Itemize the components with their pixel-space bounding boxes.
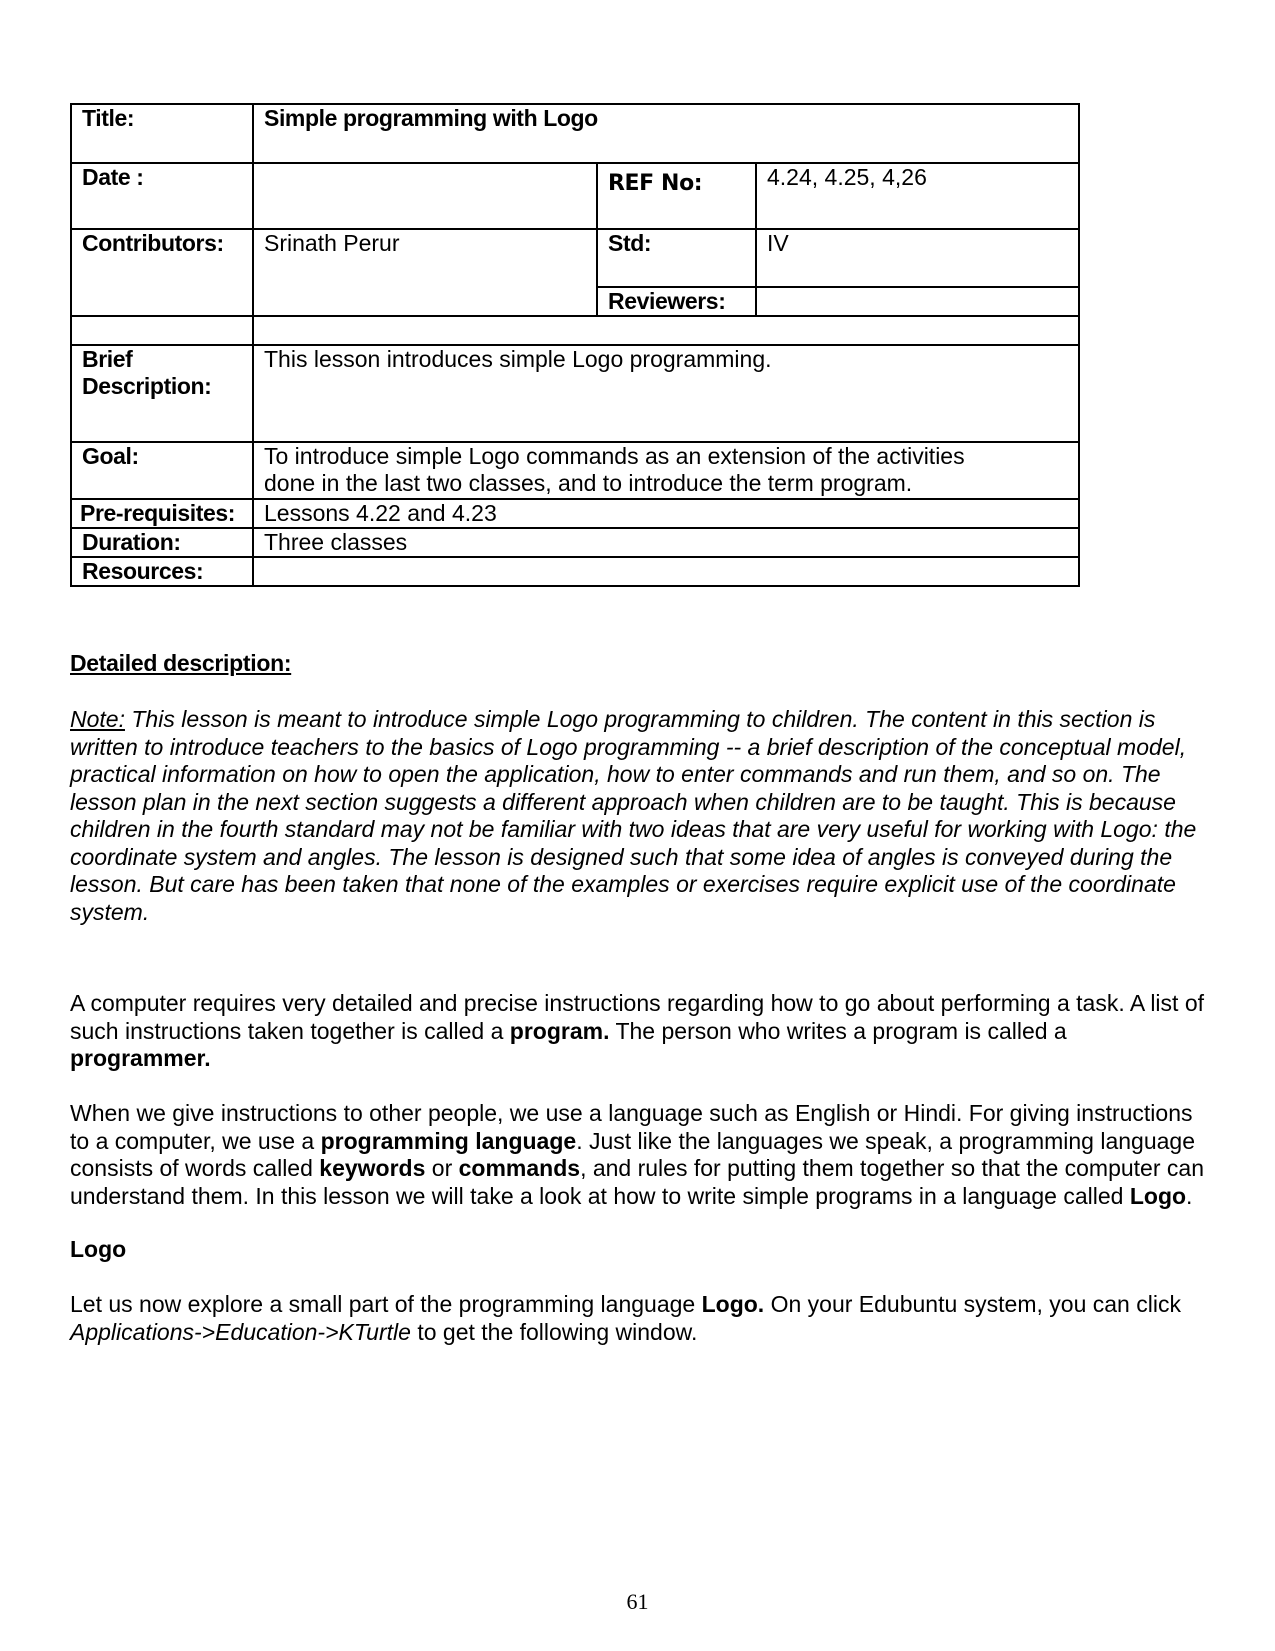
program-paragraph bbox=[70, 990, 1210, 1073]
teacher-note bbox=[70, 706, 1200, 926]
row-date bbox=[71, 163, 1079, 229]
row-title bbox=[71, 104, 1079, 163]
ref-value: 4.24, 4.25, 4,26 bbox=[756, 163, 1079, 229]
logo-heading: Logo bbox=[70, 1236, 127, 1262]
kturtle-paragraph bbox=[70, 1291, 1210, 1346]
contributors-label: Contributors: bbox=[71, 229, 253, 316]
term-commands: commands bbox=[458, 1155, 581, 1181]
goal-value-line2: done in the last two classes, and to introduce the term program. bbox=[264, 470, 913, 496]
prereq-value: Lessons 4.22 and 4.23 bbox=[253, 499, 1079, 528]
para2-text-3: or bbox=[425, 1155, 459, 1181]
std-label: Std: bbox=[597, 229, 756, 287]
date-label: Date : bbox=[71, 163, 253, 229]
row-duration bbox=[71, 528, 1079, 557]
brief-label-line1: Brief bbox=[82, 346, 133, 372]
prereq-label: Pre-requisites: bbox=[71, 499, 253, 528]
para3-text-3: to get the following window. bbox=[410, 1318, 698, 1345]
para1-text-2: The person who writes a program is called a bbox=[609, 1017, 1067, 1044]
goal-value bbox=[253, 442, 1079, 499]
brief-label-line2: Description: bbox=[82, 373, 212, 399]
para2-text-5: . bbox=[1186, 1182, 1193, 1209]
ref-label: REF No: bbox=[597, 163, 756, 229]
para2-text-1: When we give instructions to other people, we use a language such as English or Hindi. For giving instructions to a computer, we use a bbox=[70, 1100, 1193, 1154]
resources-value bbox=[253, 557, 1079, 586]
duration-value: Three classes bbox=[253, 528, 1079, 557]
title-value: Simple programming with Logo bbox=[253, 104, 1079, 163]
term-program: program. bbox=[509, 1017, 610, 1044]
row-prerequisites bbox=[71, 499, 1079, 528]
note-label: Note: bbox=[70, 706, 125, 732]
menu-path: Applications->Education->KTurtle bbox=[70, 1318, 411, 1345]
term-programmer: programmer. bbox=[70, 1045, 211, 1071]
term-logo: Logo bbox=[1129, 1182, 1187, 1209]
note-text: This lesson is meant to introduce simple Logo programming to children. The content in this section is written to introduce teachers to the basics of Logo programming -- a brief description of the conceptual model, practical information on how to open the application, how to enter commands and run them, and so on. The lesson plan in the next section suggests a different approach when children are to be taught. This is because children in the fourth standard may not be familiar with two ideas that are very useful for working with Logo: the coordinate system and angles. The lesson is designed such that some idea of angles is conveyed during the lesson. But care has been taken that none of the examples or exercises require explicit use of the coordinate system. bbox=[70, 706, 1197, 925]
title-label: Title: bbox=[71, 104, 253, 163]
row-blank bbox=[71, 316, 1079, 345]
lesson-info-table bbox=[70, 103, 1080, 587]
brief-value: This lesson introduces simple Logo programming. bbox=[253, 345, 1079, 442]
para2-text-2: . Just like the languages we speak, a programming language consists of words called bbox=[70, 1127, 1196, 1181]
term-logo-2: Logo. bbox=[701, 1291, 765, 1317]
blank-cell-left bbox=[71, 316, 253, 345]
goal-value-line1: To introduce simple Logo commands as an extension of the activities bbox=[264, 443, 965, 469]
para3-text-2: On your Edubuntu system, you can click bbox=[764, 1291, 1181, 1317]
resources-label: Resources: bbox=[71, 557, 253, 586]
detailed-description-heading: Detailed description: bbox=[70, 650, 292, 676]
reviewers-label: Reviewers: bbox=[597, 287, 756, 316]
row-brief-description bbox=[71, 345, 1079, 442]
page-number: 61 bbox=[626, 1589, 649, 1614]
para3-text-1: Let us now explore a small part of the programming language bbox=[70, 1291, 702, 1317]
row-goal bbox=[71, 442, 1079, 499]
contributors-value: Srinath Perur bbox=[253, 229, 597, 316]
term-programming-language: programming language bbox=[320, 1127, 577, 1154]
date-value bbox=[253, 163, 597, 229]
row-contributors bbox=[71, 229, 1079, 287]
brief-label bbox=[71, 345, 253, 442]
std-value: IV bbox=[756, 229, 1079, 287]
duration-label: Duration: bbox=[71, 528, 253, 557]
reviewers-value bbox=[756, 287, 1079, 316]
para2-text-4: , and rules for putting them together so that the computer can understand them. In this lesson we will take a look at how to write simple programs in a language called bbox=[70, 1155, 1204, 1209]
language-paragraph bbox=[70, 1100, 1210, 1210]
goal-label: Goal: bbox=[71, 442, 253, 499]
para1-text-1: A computer requires very detailed and precise instructions regarding how to go about performing a task. A list of such instructions taken together is called a bbox=[70, 990, 1205, 1044]
blank-cell-right bbox=[253, 316, 1079, 345]
row-resources bbox=[71, 557, 1079, 586]
term-keywords: keywords bbox=[319, 1155, 426, 1181]
